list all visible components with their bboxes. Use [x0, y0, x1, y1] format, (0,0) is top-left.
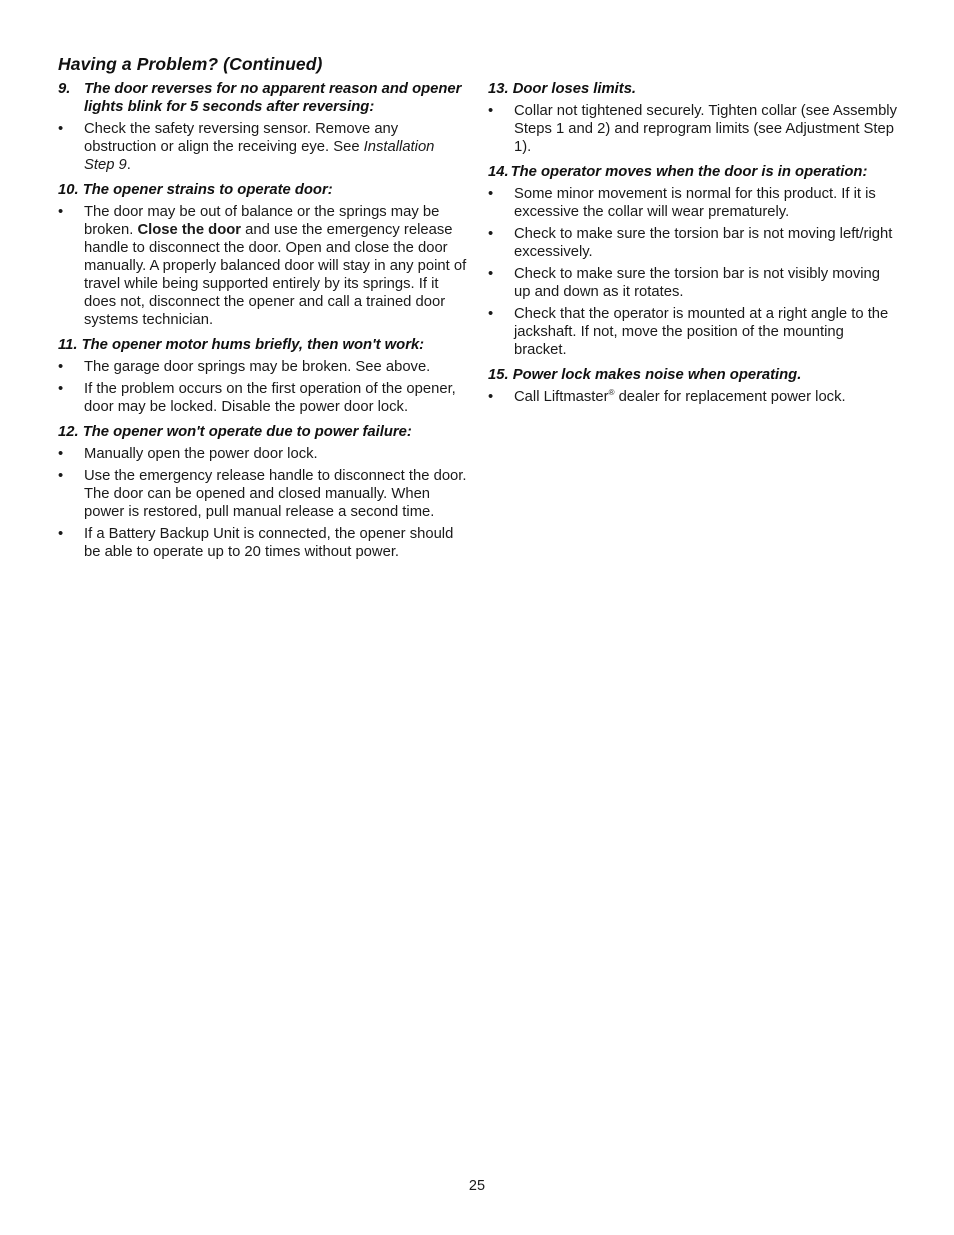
bullet-list — [58, 120, 468, 174]
problem-14 — [488, 163, 898, 359]
list-item — [488, 225, 898, 261]
list-item — [488, 102, 898, 156]
list-item-text: Some minor movement is normal for this product. If it is excessive the collar will wear prematurely. — [514, 186, 876, 220]
problem-9-heading — [58, 80, 468, 116]
list-item-text: Check that the operator is mounted at a right angle to the jackshaft. If not, move the position of the mounting bracket. — [514, 306, 889, 358]
problem-9 — [58, 80, 468, 174]
problem-title: The opener strains to operate door: — [82, 182, 333, 198]
bullet-glyph: • — [58, 381, 64, 397]
problem-12-heading — [58, 423, 468, 441]
problem-title: Door loses limits. — [512, 81, 637, 97]
bullet-glyph: • — [58, 359, 64, 375]
list-item-text: The garage door springs may be broken. See above. — [84, 359, 431, 375]
list-item — [58, 525, 468, 561]
bullet-glyph: • — [488, 226, 494, 242]
bullet-glyph: • — [488, 186, 494, 202]
problem-10 — [58, 181, 468, 329]
list-item-text: Check to make sure the torsion bar is not moving left/right excessively. — [514, 226, 893, 260]
list-item-text: Check to make sure the torsion bar is not visibly moving up and down as it rotates. — [514, 266, 880, 300]
list-item-text: Manually open the power door lock. — [84, 446, 318, 462]
bullet-glyph: • — [58, 446, 64, 462]
problem-title: The opener won't operate due to power failure: — [82, 424, 412, 440]
problem-number: 10. — [58, 182, 79, 198]
bullet-glyph: • — [488, 306, 494, 322]
registered-mark: ® — [608, 388, 615, 398]
page-number: 25 — [468, 1178, 486, 1194]
bullet-glyph: • — [488, 266, 494, 282]
problem-13-heading — [488, 80, 898, 98]
bullet-list — [488, 388, 898, 406]
list-item — [488, 265, 898, 301]
problem-13 — [488, 80, 898, 156]
list-item — [58, 467, 468, 521]
bullet-glyph: • — [488, 103, 494, 119]
problem-title: The door reverses for no apparent reason and opener lights blink for 5 seconds after reversing: — [84, 81, 462, 115]
list-item-text: Call Liftmaster® dealer for replacement power lock. — [514, 388, 846, 405]
problem-number: 13. — [488, 81, 509, 97]
bullet-list — [488, 185, 898, 359]
bullet-glyph: • — [58, 468, 64, 484]
list-item-text: If the problem occurs on the first operation of the opener, door may be locked. Disable the power door lock. — [84, 381, 456, 415]
page-title: Having a Problem? (Continued) — [58, 54, 323, 74]
bullet-glyph: • — [58, 204, 64, 220]
problem-15-heading — [488, 366, 898, 384]
problem-title: Power lock makes noise when operating. — [512, 367, 802, 383]
list-item — [488, 185, 898, 221]
list-item-text: Collar not tightened securely. Tighten collar (see Assembly Steps 1 and 2) and reprogram limits (see Adjustment Step 1). — [514, 103, 897, 155]
list-item — [58, 120, 468, 174]
problem-10-heading — [58, 181, 468, 199]
problem-title: The operator moves when the door is in operation: — [510, 164, 868, 180]
problem-14-heading — [488, 163, 898, 181]
problem-title: The opener motor hums briefly, then won't work: — [81, 337, 425, 353]
problem-number: 11. — [58, 337, 78, 353]
bullet-list — [58, 445, 468, 561]
left-column — [58, 80, 468, 561]
bullet-list — [58, 358, 468, 416]
bullet-glyph: • — [58, 526, 64, 542]
problem-number: 14. — [488, 164, 509, 180]
problem-number: 9. — [58, 81, 71, 97]
problem-15 — [488, 366, 898, 406]
list-item-text: Check the safety reversing sensor. Remove any obstruction or align the receiving eye. See Installation Step 9. — [84, 121, 435, 173]
problem-12 — [58, 423, 468, 561]
reference-installation-step: Installation Step 9 — [84, 139, 435, 173]
bullet-glyph: • — [488, 389, 494, 405]
right-column — [488, 80, 898, 406]
list-item — [58, 380, 468, 416]
bullet-list — [58, 203, 468, 329]
list-item — [58, 445, 468, 463]
problem-11-heading — [58, 336, 468, 354]
problem-number: 15. — [488, 367, 509, 383]
list-item — [488, 388, 898, 406]
bullet-list — [488, 102, 898, 156]
emphasis-close-door: Close the door — [137, 222, 242, 238]
list-item-text: The door may be out of balance or the springs may be broken. Close the door and use the emergency release handle to disconnect the door. Open and close the door manually. A properly balanced door will stay in any point of travel while being supported entirely by its springs. If it does not, disconnect the opener and call a trained door systems technician. — [84, 204, 467, 328]
problem-number: 12. — [58, 424, 79, 440]
problem-11 — [58, 336, 468, 416]
list-item — [58, 358, 468, 376]
list-item-text: Use the emergency release handle to disconnect the door. The door can be opened and closed manually. When power is restored, pull manual release a second time. — [84, 468, 467, 520]
bullet-glyph: • — [58, 121, 64, 137]
list-item — [488, 305, 898, 359]
list-item-text: If a Battery Backup Unit is connected, the opener should be able to operate up to 20 times without power. — [84, 526, 454, 560]
list-item — [58, 203, 468, 329]
